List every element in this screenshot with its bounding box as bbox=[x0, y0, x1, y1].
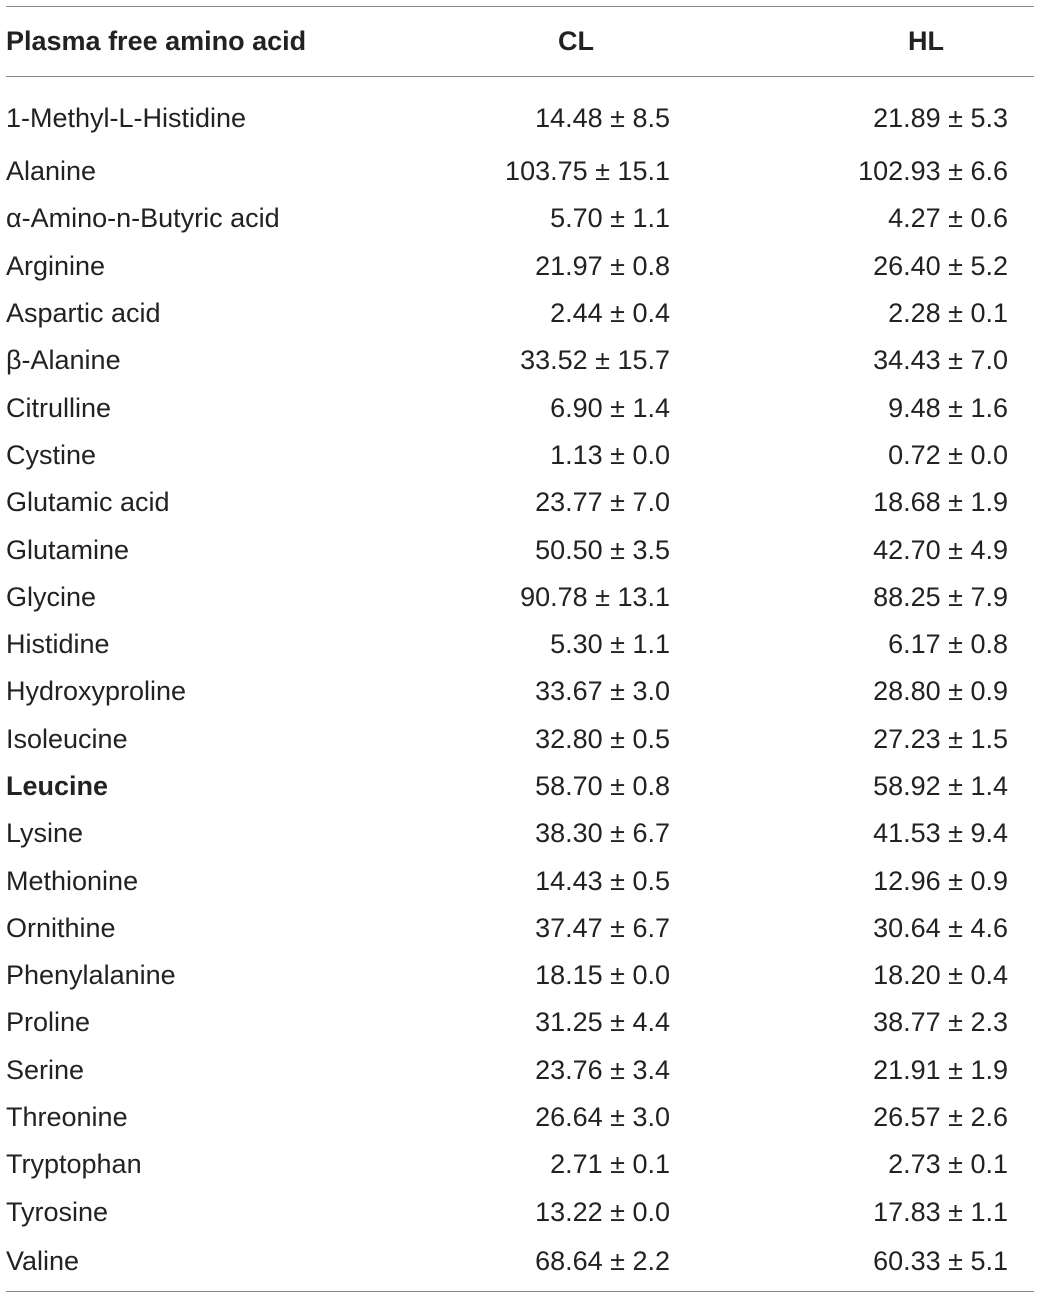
hl-value: 17.83 ± 1.1 bbox=[873, 1196, 1008, 1227]
amino-acid-name: Glutamine bbox=[6, 534, 130, 565]
cl-value: 58.70 ± 0.8 bbox=[535, 771, 670, 801]
amino-acid-name: Citrulline bbox=[6, 392, 112, 423]
hl-value: 12.96 ± 0.9 bbox=[873, 865, 1008, 896]
header-row bbox=[6, 7, 1034, 77]
cl-value: 5.70 ± 1.1 bbox=[550, 203, 670, 234]
hl-value: 21.91 ± 1.9 bbox=[873, 1054, 1008, 1085]
header-amino-acid: Plasma free amino acid bbox=[6, 26, 307, 56]
cl-value: 50.50 ± 3.5 bbox=[535, 534, 670, 565]
hl-value: 38.77 ± 2.3 bbox=[873, 1007, 1008, 1038]
hl-value: 34.43 ± 7.0 bbox=[873, 345, 1008, 376]
cl-value: 23.77 ± 7.0 bbox=[535, 487, 670, 518]
cl-value: 21.97 ± 0.8 bbox=[535, 250, 670, 281]
cl-value: 14.48 ± 8.5 bbox=[535, 103, 670, 133]
table-row bbox=[6, 1141, 1034, 1188]
cl-value: 32.80 ± 0.5 bbox=[535, 723, 670, 754]
table-row bbox=[6, 1236, 1034, 1292]
amino-acid-name: β-Alanine bbox=[6, 345, 121, 376]
table-row bbox=[6, 526, 1034, 573]
amino-acid-name: Lysine bbox=[6, 818, 84, 849]
table-row bbox=[6, 1189, 1034, 1236]
cl-value: 14.43 ± 0.5 bbox=[535, 865, 670, 896]
cl-value: 5.30 ± 1.1 bbox=[550, 629, 670, 660]
amino-acid-name: Serine bbox=[6, 1054, 85, 1085]
cl-value: 18.15 ± 0.0 bbox=[535, 960, 670, 991]
table-row bbox=[6, 432, 1034, 479]
amino-acid-name: Leucine bbox=[6, 771, 109, 801]
cl-value: 68.64 ± 2.2 bbox=[535, 1245, 670, 1276]
cl-value: 6.90 ± 1.4 bbox=[550, 392, 670, 423]
hl-value: 102.93 ± 6.6 bbox=[858, 156, 1008, 187]
table-row bbox=[6, 479, 1034, 526]
amino-acid-table bbox=[6, 6, 1034, 1292]
hl-value: 6.17 ± 0.8 bbox=[888, 629, 1008, 660]
hl-value: 42.70 ± 4.9 bbox=[873, 534, 1008, 565]
cl-value: 103.75 ± 15.1 bbox=[505, 156, 670, 187]
table-row bbox=[6, 810, 1034, 857]
table-row bbox=[6, 1047, 1034, 1094]
amino-acid-name: Glycine bbox=[6, 581, 97, 612]
table-row bbox=[6, 621, 1034, 668]
amino-acid-name: Valine bbox=[6, 1245, 80, 1276]
amino-acid-name: Threonine bbox=[6, 1102, 128, 1133]
table-row bbox=[6, 290, 1034, 337]
hl-value: 41.53 ± 9.4 bbox=[873, 818, 1008, 849]
header-hl: HL bbox=[908, 26, 944, 56]
amino-acid-name: Cystine bbox=[6, 439, 97, 470]
cl-value: 38.30 ± 6.7 bbox=[535, 818, 670, 849]
hl-value: 18.20 ± 0.4 bbox=[873, 960, 1008, 991]
table-row bbox=[6, 905, 1034, 952]
amino-acid-name: Arginine bbox=[6, 250, 106, 281]
hl-value: 9.48 ± 1.6 bbox=[888, 392, 1008, 423]
table-body bbox=[6, 77, 1034, 1292]
amino-acid-name: Aspartic acid bbox=[6, 298, 161, 329]
hl-value: 0.72 ± 0.0 bbox=[888, 439, 1008, 470]
hl-value: 18.68 ± 1.9 bbox=[873, 487, 1008, 518]
hl-value: 28.80 ± 0.9 bbox=[873, 676, 1008, 707]
amino-acid-name: Alanine bbox=[6, 156, 97, 187]
amino-acid-name: Methionine bbox=[6, 865, 139, 896]
cl-value: 2.71 ± 0.1 bbox=[550, 1149, 670, 1180]
table-row bbox=[6, 243, 1034, 290]
amino-acid-name: Ornithine bbox=[6, 912, 116, 943]
table-row bbox=[6, 148, 1034, 195]
header-cl: CL bbox=[558, 26, 594, 56]
amino-acid-name: Tryptophan bbox=[6, 1149, 142, 1180]
amino-acid-name: Glutamic acid bbox=[6, 487, 170, 518]
table-row bbox=[6, 574, 1034, 621]
hl-value: 60.33 ± 5.1 bbox=[873, 1245, 1008, 1276]
table-row bbox=[6, 384, 1034, 431]
hl-value: 2.73 ± 0.1 bbox=[888, 1149, 1008, 1180]
cl-value: 13.22 ± 0.0 bbox=[535, 1196, 670, 1227]
cl-value: 1.13 ± 0.0 bbox=[550, 439, 670, 470]
amino-acid-name: Phenylalanine bbox=[6, 960, 176, 991]
amino-acid-name: Histidine bbox=[6, 629, 110, 660]
hl-value: 4.27 ± 0.6 bbox=[888, 203, 1008, 234]
cl-value: 31.25 ± 4.4 bbox=[535, 1007, 670, 1038]
table-row bbox=[6, 857, 1034, 904]
hl-value: 21.89 ± 5.3 bbox=[873, 103, 1008, 133]
table-row bbox=[6, 716, 1034, 763]
table-row bbox=[6, 668, 1034, 715]
table-row bbox=[6, 952, 1034, 999]
cl-value: 90.78 ± 13.1 bbox=[520, 581, 670, 612]
hl-value: 26.40 ± 5.2 bbox=[873, 250, 1008, 281]
table-header bbox=[6, 7, 1034, 77]
amino-acid-name: Isoleucine bbox=[6, 723, 128, 754]
cl-value: 2.44 ± 0.4 bbox=[550, 298, 670, 329]
table-row bbox=[6, 195, 1034, 242]
cl-value: 26.64 ± 3.0 bbox=[535, 1102, 670, 1133]
cl-value: 33.67 ± 3.0 bbox=[535, 676, 670, 707]
amino-acid-name: Proline bbox=[6, 1007, 91, 1038]
table-row bbox=[6, 999, 1034, 1046]
table-row bbox=[6, 77, 1034, 149]
amino-acid-name: 1-Methyl-L-Histidine bbox=[6, 103, 247, 133]
cl-value: 23.76 ± 3.4 bbox=[535, 1054, 670, 1085]
table-row bbox=[6, 337, 1034, 384]
hl-value: 30.64 ± 4.6 bbox=[873, 912, 1008, 943]
hl-value: 26.57 ± 2.6 bbox=[873, 1102, 1008, 1133]
hl-value: 88.25 ± 7.9 bbox=[873, 581, 1008, 612]
amino-acid-name: Tyrosine bbox=[6, 1196, 109, 1227]
hl-value: 58.92 ± 1.4 bbox=[873, 771, 1008, 801]
table-row bbox=[6, 763, 1034, 810]
cl-value: 37.47 ± 6.7 bbox=[535, 912, 670, 943]
cl-value: 33.52 ± 15.7 bbox=[520, 345, 670, 376]
hl-value: 2.28 ± 0.1 bbox=[888, 298, 1008, 329]
hl-value: 27.23 ± 1.5 bbox=[873, 723, 1008, 754]
amino-acid-name: Hydroxyproline bbox=[6, 676, 187, 707]
amino-acid-name: α-Amino-n-Butyric acid bbox=[6, 203, 280, 234]
table-row bbox=[6, 1094, 1034, 1141]
